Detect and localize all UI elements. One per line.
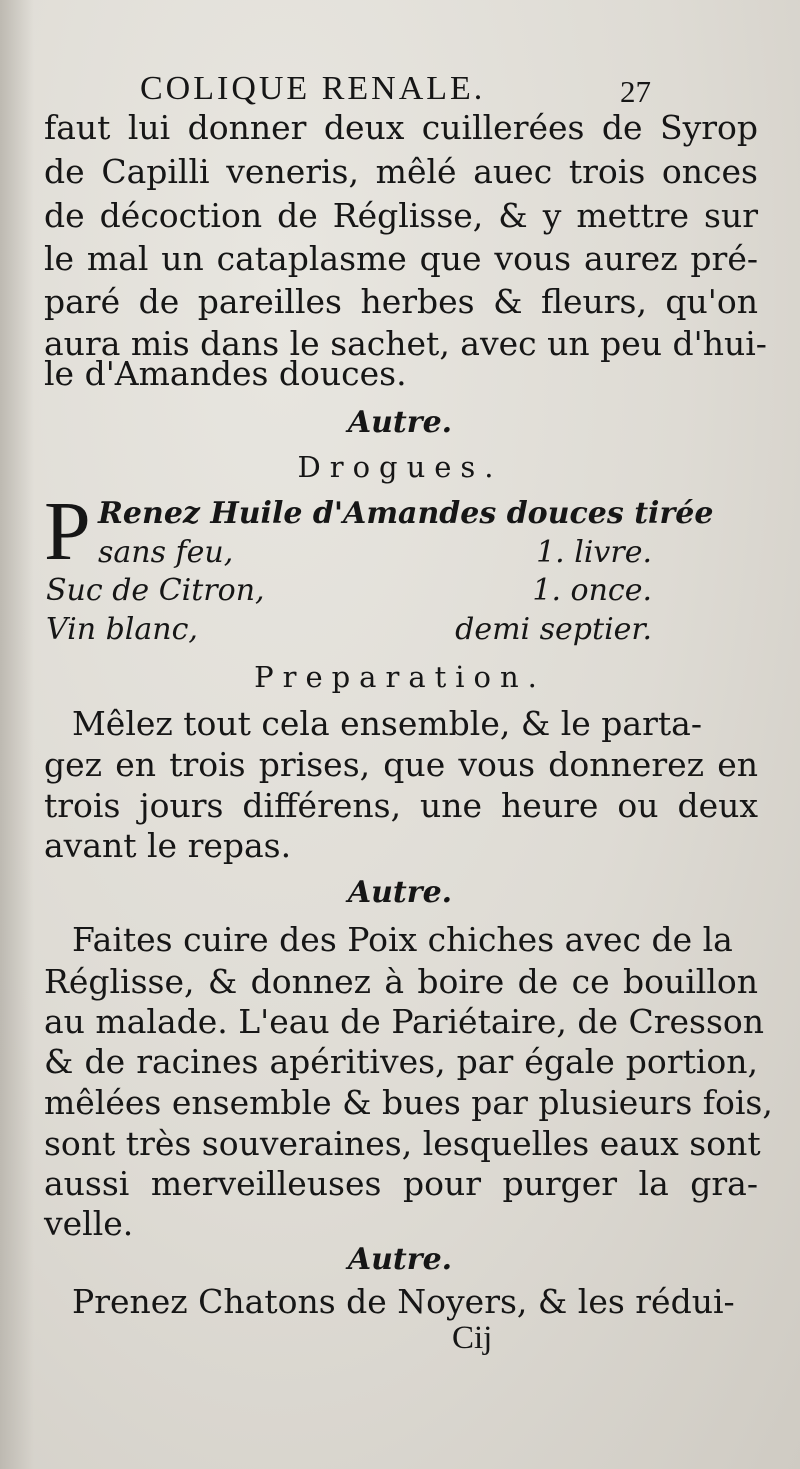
- text-line: Prenez Chatons de Noyers, & les rédui-: [72, 1282, 735, 1321]
- text-line: & de racines apéritives, par égale portion,: [44, 1042, 758, 1081]
- recipe-quantity: 1. once.: [532, 573, 652, 608]
- text-line: Mêlez tout cela ensemble, & le parta-: [72, 704, 702, 743]
- section-title: Autre.: [347, 1242, 453, 1277]
- running-title: COLIQUE RENALE.: [140, 70, 486, 107]
- section-title: Autre.: [347, 875, 453, 910]
- text-line: Faites cuire des Poix chiches avec de la: [72, 920, 733, 959]
- drop-cap: P: [44, 485, 91, 578]
- text-line: avant le repas.: [44, 826, 292, 865]
- section-title: Autre.: [347, 405, 453, 440]
- signature-mark: Cij: [452, 1320, 493, 1356]
- text-line: velle.: [44, 1204, 134, 1243]
- text-line: aura mis dans le sachet, avec un peu d'hui-: [44, 324, 767, 363]
- text-line: le mal un cataplasme que vous aurez pré-: [44, 239, 758, 278]
- recipe-line: Renez Huile d'Amandes douces tirée: [98, 496, 714, 531]
- recipe-ingredient: Vin blanc,: [46, 612, 198, 647]
- page-number: 27: [620, 74, 651, 109]
- text-line: sont très souveraines, lesquelles eaux sont: [44, 1124, 761, 1163]
- text-line: de décoction de Réglisse, & y mettre sur: [44, 196, 758, 235]
- recipe-quantity: demi septier.: [455, 612, 652, 647]
- drogues-heading: Drogues.: [297, 450, 503, 484]
- text-line: le d'Amandes douces.: [44, 354, 407, 393]
- recipe-ingredient: Suc de Citron,: [46, 573, 265, 608]
- text-line: aussi merveilleuses pour purger la gra-: [44, 1164, 758, 1203]
- text-line: mêlées ensemble & bues par plusieurs fois,: [44, 1083, 773, 1122]
- preparation-heading: Preparation.: [254, 660, 546, 694]
- text-line: paré de pareilles herbes & fleurs, qu'on: [44, 282, 758, 321]
- text-line: Réglisse, & donnez à boire de ce bouillon: [44, 962, 758, 1001]
- text-line: faut lui donner deux cuillerées de Syrop: [44, 108, 758, 147]
- text-line: de Capilli veneris, mêlé auec trois onces: [44, 152, 758, 191]
- text-line: gez en trois prises, que vous donnerez en: [44, 745, 758, 784]
- recipe-quantity: 1. livre.: [536, 535, 652, 570]
- text-line: au malade. L'eau de Pariétaire, de Cresson: [44, 1002, 765, 1041]
- text-line: trois jours différens, une heure ou deux: [44, 786, 758, 825]
- recipe-ingredient: sans feu,: [98, 535, 234, 570]
